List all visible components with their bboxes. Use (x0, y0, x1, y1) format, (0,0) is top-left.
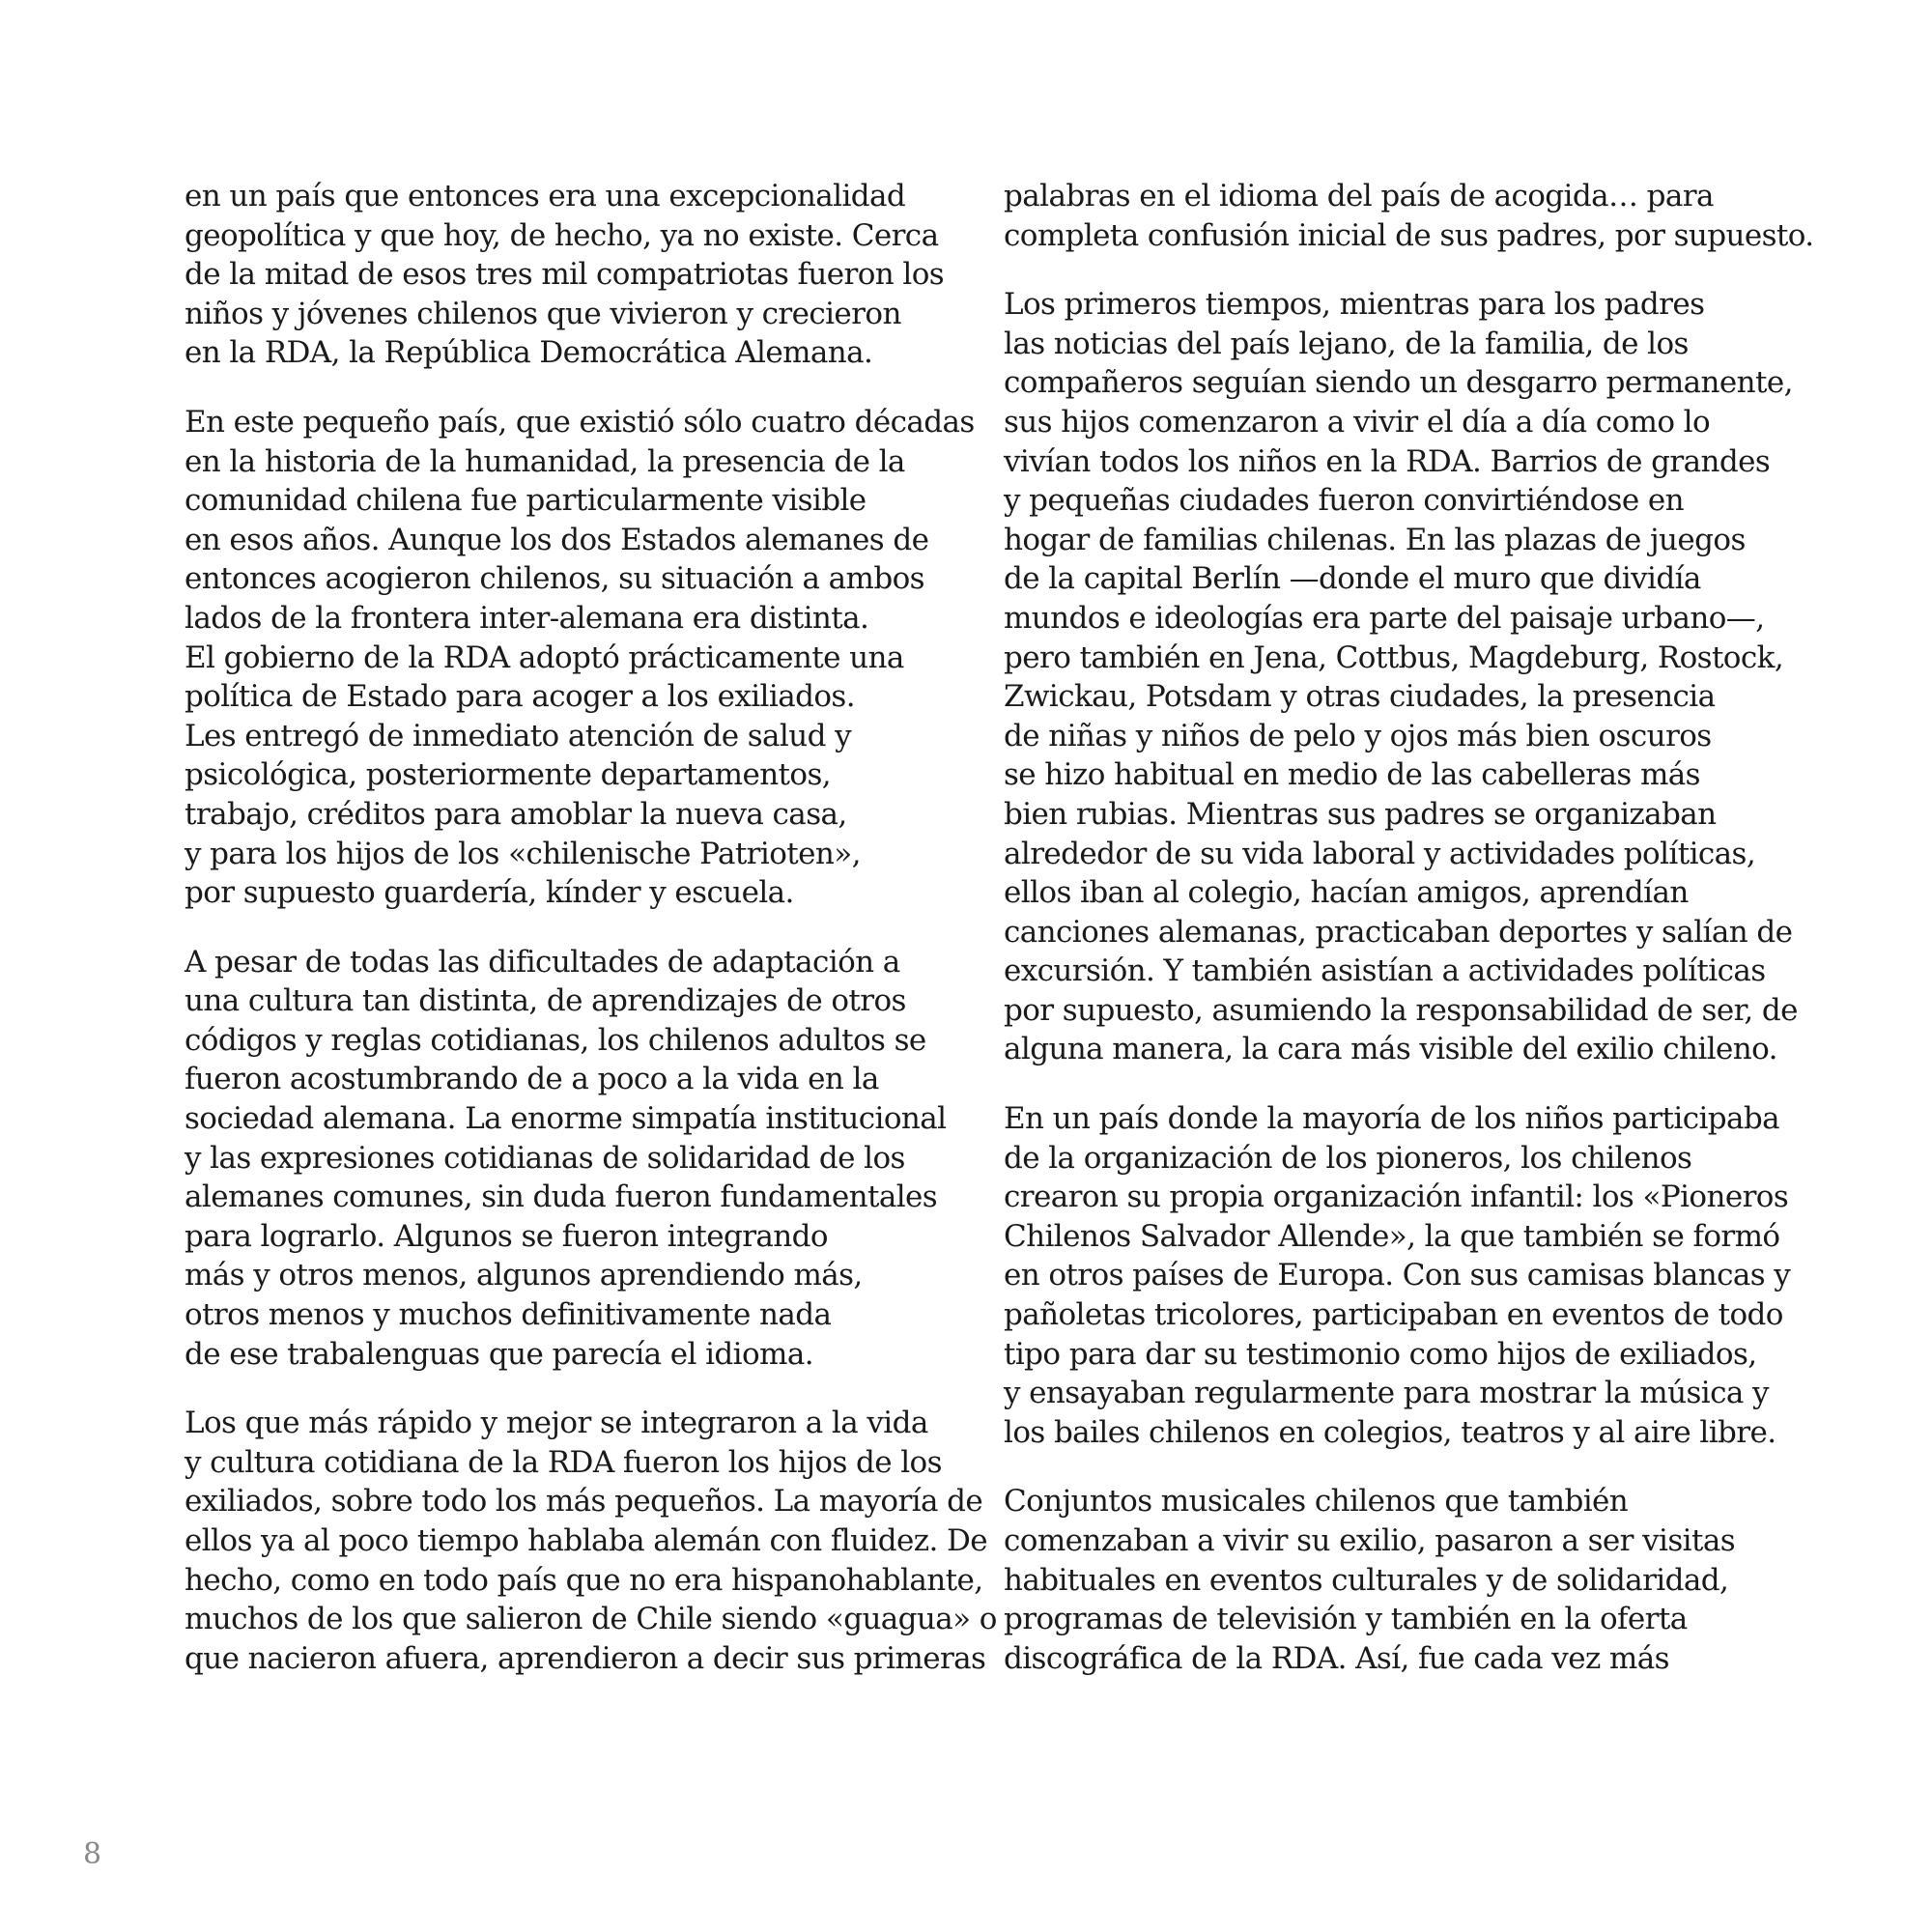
text-line: en la historia de la humanidad, la presencia de la (185, 443, 905, 479)
text-line: que nacieron afuera, aprendieron a decir sus primeras (185, 1640, 986, 1676)
text-line: y cultura cotidiana de la RDA fueron los hijos de los (185, 1444, 942, 1480)
text-line: por supuesto guardería, kínder y escuela. (185, 875, 794, 911)
text-line: ellos ya al poco tiempo hablaba alemán con fluidez. De (185, 1523, 988, 1558)
text-line: alguna manera, la cara más visible del exilio chileno. (1004, 1032, 1777, 1067)
text-line: de la organización de los pioneros, los chilenos (1004, 1140, 1692, 1176)
text-line: códigos y reglas cotidianas, los chilenos adultos se (185, 1022, 926, 1058)
text-line: Les entregó de inmediato atención de salud y (185, 718, 852, 753)
text-line: para lograrlo. Algunos se fueron integrando (185, 1218, 828, 1254)
text-line: geopolítica y que hoy, de hecho, ya no existe. Cerca (185, 217, 939, 253)
text-line: y ensayaban regularmente para mostrar la música y (1004, 1376, 1769, 1411)
paragraph (1004, 285, 1805, 1069)
text-line: sus hijos comenzaron a vivir el día a día como lo (1004, 404, 1711, 440)
text-line: los bailes chilenos en colegios, teatros y al aire libre. (1004, 1414, 1776, 1450)
text-line: A pesar de todas las dificultades de adaptación a (185, 944, 900, 980)
text-line: Los primeros tiempos, mientras para los padres (1004, 287, 1705, 323)
text-line: hecho, como en todo país que no era hispanohablante, (185, 1562, 983, 1598)
text-line: otros menos y muchos definitivamente nada (185, 1297, 832, 1333)
text-line: en un país que entonces era una excepcionalidad (185, 179, 906, 213)
text-line: alrededor de su vida laboral y actividades políticas, (1004, 836, 1756, 871)
text-column-right (1004, 177, 1814, 1708)
text-line: fueron acostumbrando de a poco a la vida en la (185, 1062, 879, 1097)
text-column-left (185, 177, 997, 1708)
text-line: hogar de familias chilenas. En las plazas de juegos (1004, 522, 1746, 557)
paragraph (185, 177, 977, 373)
paragraph (1004, 1482, 1805, 1678)
page-number: 8 (83, 1837, 102, 1871)
paragraph (1004, 177, 1814, 255)
text-line: Los que más rápido y mejor se integraron a la vida (185, 1406, 928, 1441)
text-line: mundos e ideologías era parte del paisaje urbano—, (1004, 600, 1765, 636)
text-line: pero también en Jena, Cottbus, Magdeburg, Rostock, (1004, 639, 1784, 675)
text-line: se hizo habitual en medio de las cabelleras más (1004, 757, 1700, 793)
text-line: En un país donde la mayoría de los niños participaba (1004, 1101, 1780, 1137)
text-line: y pequeñas ciudades fueron convirtiéndose en (1004, 483, 1684, 519)
text-line: en otros países de Europa. Con sus camisas blancas y (1004, 1258, 1791, 1293)
text-line: lados de la frontera inter-alemana era distinta. (185, 600, 869, 636)
text-line: Zwickau, Potsdam y otras ciudades, la presencia (1004, 679, 1716, 715)
text-line: de ese trabalenguas que parecía el idioma. (185, 1336, 813, 1372)
text-line: comunidad chilena fue particularmente visible (185, 483, 867, 519)
text-line: Chilenos Salvador Allende», la que también se formó (1004, 1218, 1780, 1254)
text-line: ellos iban al colegio, hacían amigos, aprendían (1004, 875, 1689, 911)
text-line: una cultura tan distinta, de aprendizajes de otros (185, 983, 906, 1019)
text-line: por supuesto, asumiendo la responsabilidad de ser, de (1004, 992, 1798, 1028)
text-line: las noticias del país lejano, de la familia, de los (1004, 326, 1689, 361)
text-line: en la RDA, la República Democrática Alemana. (185, 335, 873, 371)
text-line: entonces acogieron chilenos, su situación a ambos (185, 561, 924, 597)
text-line: crearon su propia organización infantil: los «Pioneros (1004, 1179, 1789, 1215)
text-line: psicológica, posteriormente departamentos, (185, 757, 832, 793)
text-line: exiliados, sobre todo los más pequeños. La mayoría de (185, 1484, 983, 1520)
text-line: completa confusión inicial de sus padres, por supuesto. (1004, 217, 1814, 253)
text-line: de la capital Berlín —donde el muro que dividía (1004, 561, 1701, 597)
text-line: canciones alemanas, practicaban deportes y salían de (1004, 914, 1793, 950)
text-line: alemanes comunes, sin duda fueron fundamentales (185, 1179, 938, 1215)
text-line: discográfica de la RDA. Así, fue cada vez más (1004, 1640, 1669, 1676)
text-line: palabras en el idioma del país de acogida… para (1004, 179, 1714, 213)
paragraph (1004, 1099, 1805, 1452)
text-line: más y otros menos, algunos aprendiendo más, (185, 1258, 863, 1293)
text-line: niños y jóvenes chilenos que vivieron y crecieron (185, 296, 901, 331)
text-line: excursión. Y también asistían a actividades políticas (1004, 953, 1766, 989)
text-line: política de Estado para acoger a los exiliados. (185, 679, 855, 715)
text-line: pañoletas tricolores, participaban en eventos de todo (1004, 1297, 1783, 1333)
text-line: muchos de los que salieron de Chile siendo «guagua» o (185, 1602, 997, 1637)
text-line: de niñas y niños de pelo y ojos más bien oscuros (1004, 718, 1712, 753)
text-line: sociedad alemana. La enorme simpatía institucional (185, 1101, 947, 1137)
text-line: compañeros seguían siendo un desgarro permanente, (1004, 365, 1793, 401)
text-line: Conjuntos musicales chilenos que también (1004, 1484, 1629, 1520)
text-line: y para los hijos de los «chilenische Patrioten», (185, 836, 861, 871)
text-line: habituales en eventos culturales y de solidaridad, (1004, 1562, 1729, 1598)
text-line: El gobierno de la RDA adoptó prácticamente una (185, 639, 904, 675)
paragraph (185, 943, 977, 1375)
paragraph (185, 403, 977, 913)
text-line: programas de televisión y también en la oferta (1004, 1602, 1688, 1637)
text-line: tipo para dar su testimonio como hijos de exiliados, (1004, 1336, 1757, 1372)
text-line: de la mitad de esos tres mil compatriotas fueron los (185, 257, 945, 293)
text-line: vivían todos los niños en la RDA. Barrios de grandes (1004, 443, 1771, 479)
paragraph (185, 1404, 997, 1678)
text-line: y las expresiones cotidianas de solidaridad de los (185, 1140, 905, 1176)
text-line: comenzaban a vivir su exilio, pasaron a ser visitas (1004, 1523, 1736, 1558)
text-line: trabajo, créditos para amoblar la nueva casa, (185, 796, 847, 832)
text-line: En este pequeño país, que existió sólo cuatro décadas (185, 404, 975, 440)
text-line: bien rubias. Mientras sus padres se organizaban (1004, 796, 1717, 832)
text-line: en esos años. Aunque los dos Estados alemanes de (185, 522, 929, 557)
